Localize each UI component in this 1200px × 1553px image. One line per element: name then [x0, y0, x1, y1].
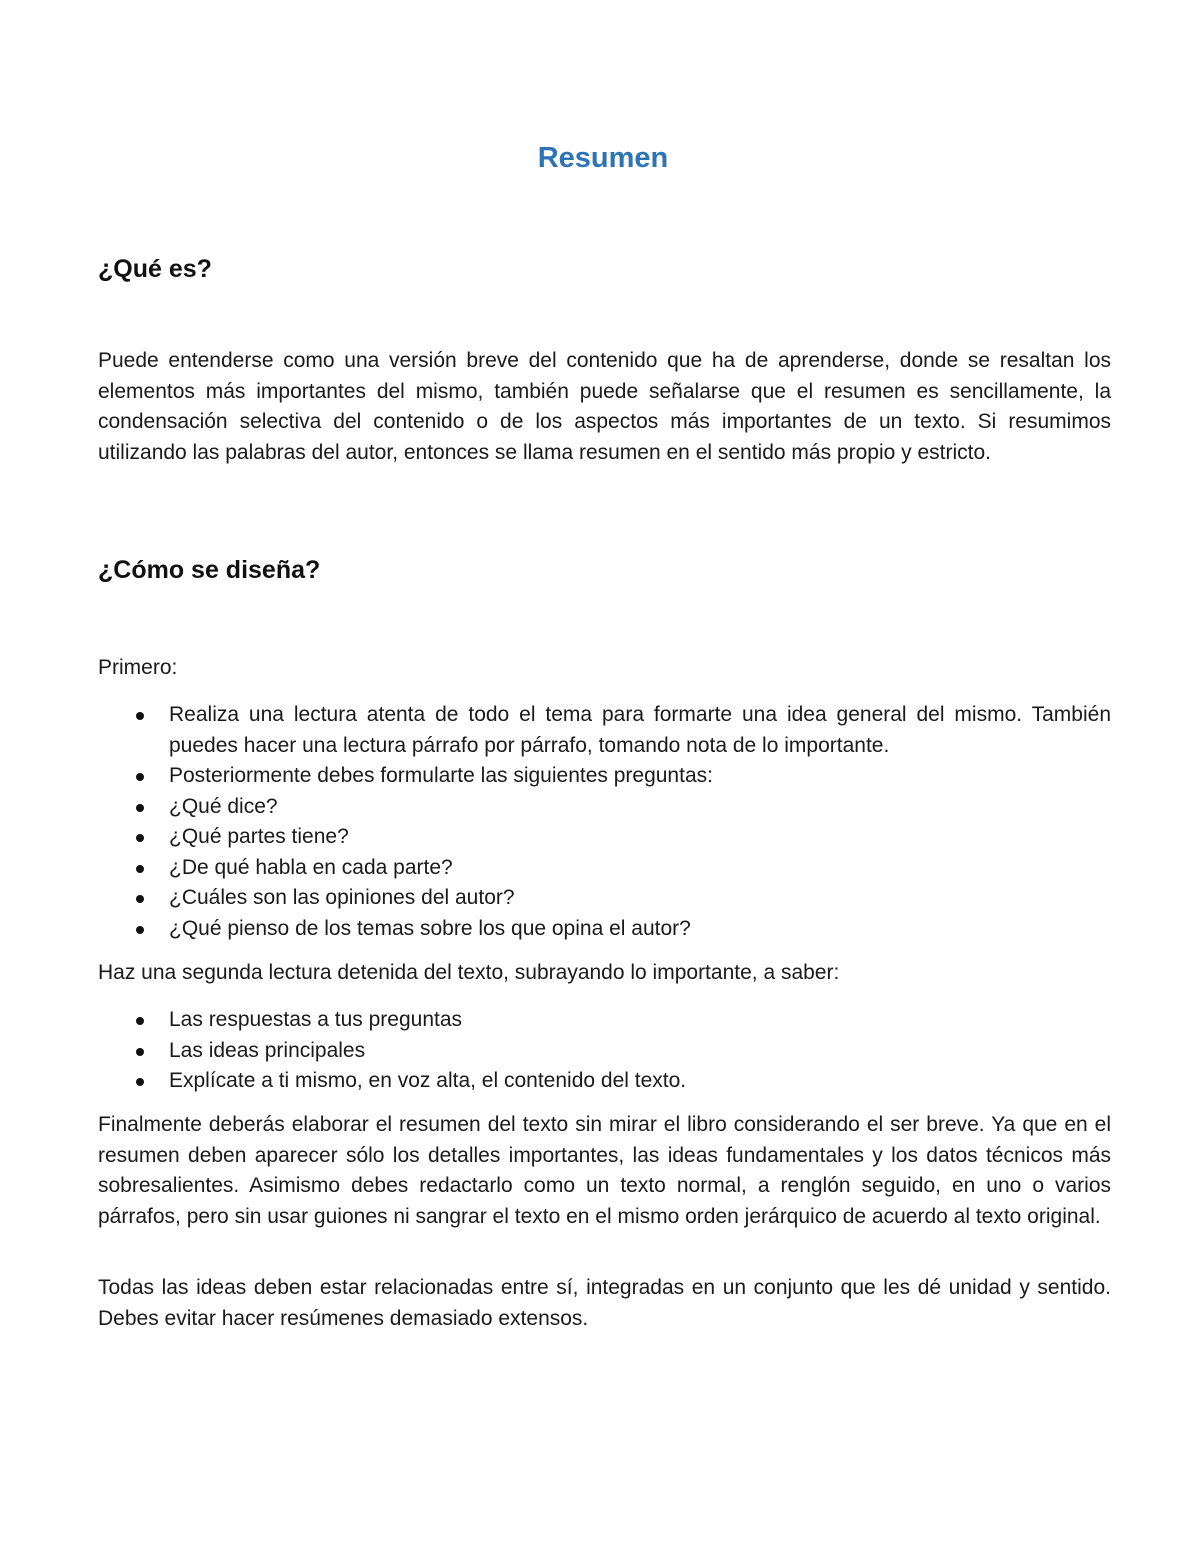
list-item-text: Realiza una lectura atenta de todo el tema para formarte una idea general del mismo. También puedes hacer una lectura párrafo por párrafo, tomando nota de lo importante.	[169, 703, 1111, 757]
bullet-icon	[136, 712, 144, 720]
bullet-icon	[136, 804, 144, 812]
list-item	[98, 1066, 1111, 1097]
section-heading-como-se-disena: ¿Cómo se diseña?	[98, 556, 321, 584]
list-item	[98, 792, 1111, 823]
closing-paragraph: Todas las ideas deben estar relacionadas entre sí, integradas en un conjunto que les dé unidad y sentido. Debes evitar hacer resúmenes demasiado extensos.	[98, 1276, 1111, 1330]
steps-list	[98, 700, 1111, 944]
list-item	[98, 1005, 1111, 1036]
list-item	[98, 700, 1111, 761]
bullet-icon	[136, 773, 144, 781]
list-item-text: ¿Qué partes tiene?	[169, 825, 349, 848]
list-item-text: ¿De qué habla en cada parte?	[169, 855, 453, 879]
bullet-icon	[136, 834, 144, 842]
list-item	[98, 822, 1111, 853]
list-item	[98, 1036, 1111, 1067]
list-item-text: Explícate a ti mismo, en voz alta, el contenido del texto.	[169, 1069, 687, 1092]
bullet-icon	[136, 1078, 144, 1086]
list-item-text: Posteriormente debes formularte las siguientes preguntas:	[169, 764, 713, 787]
list-item-text: ¿Qué pienso de los temas sobre los que opina el autor?	[169, 916, 691, 940]
bullet-icon	[136, 926, 144, 934]
list-item	[98, 883, 1111, 914]
bullet-icon	[136, 1017, 144, 1025]
list-item-text: ¿Cuáles son las opiniones del autor?	[169, 886, 515, 909]
bullet-icon	[136, 895, 144, 903]
list-item-text: ¿Qué dice?	[169, 794, 278, 818]
bullet-icon	[136, 1048, 144, 1056]
final-paragraph: Finalmente deberás elaborar el resumen del texto sin mirar el libro considerando el ser breve. Ya que en el resumen deben aparecer sólo los detalles importantes, las ideas fundamentales y los datos técnicos más sobresalientes. Asimismo debes redactarlo como un texto normal, a renglón seguido, en uno o varios párrafos, pero sin usar guiones ni sangrar el texto en el mismo orden jerárquico de acuerdo al texto original.	[98, 1113, 1111, 1228]
bullet-icon	[136, 865, 144, 873]
underline-list	[98, 1005, 1111, 1097]
list-item-text: Las ideas principales	[169, 1038, 366, 1062]
section-heading-que-es: ¿Qué es?	[98, 255, 212, 283]
primero-label: Primero:	[98, 656, 178, 679]
list-item	[98, 761, 1111, 792]
list-item	[98, 914, 1111, 945]
document-title: Resumen	[537, 142, 669, 174]
second-reading-paragraph: Haz una segunda lectura detenida del texto, subrayando lo importante, a saber:	[98, 961, 840, 984]
definition-paragraph: Puede entenderse como una versión breve del contenido que ha de aprenderse, donde se resaltan los elementos más importantes del mismo, también puede señalarse que el resumen es sencillamente, la condensación selectiva del contenido o de los aspectos más importantes de un texto. Si resumimos utilizando las palabras del autor, entonces se llama resumen en el sentido más propio y estricto.	[98, 349, 1111, 464]
list-item	[98, 853, 1111, 884]
list-item-text: Las respuestas a tus preguntas	[169, 1008, 463, 1031]
